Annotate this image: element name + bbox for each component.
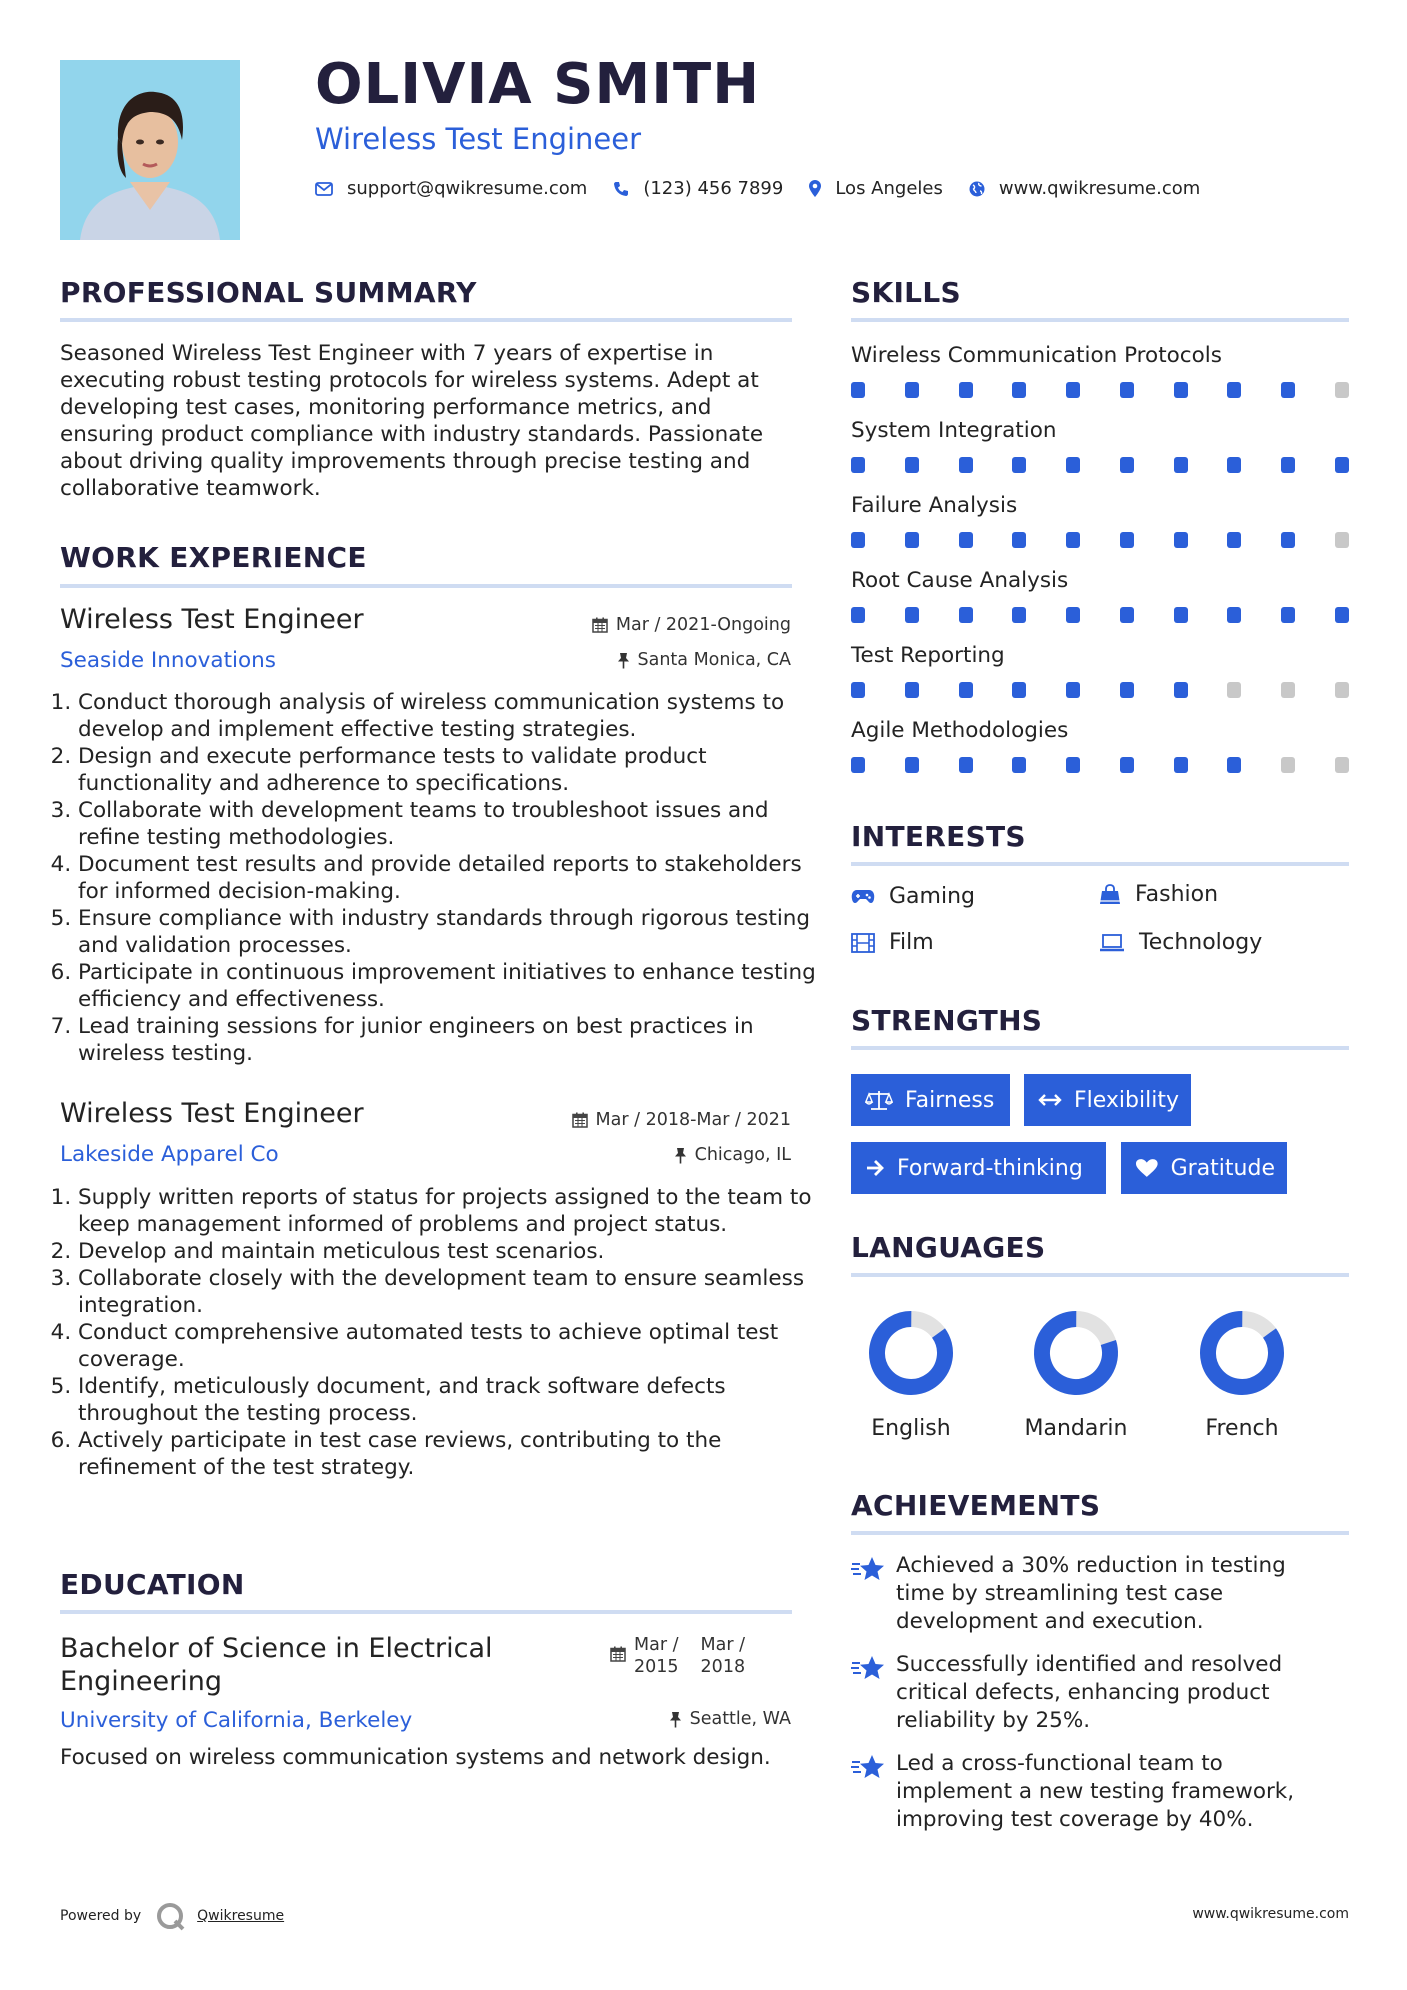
job-date-text: Mar / 2018-Mar / 2021 (595, 1110, 791, 1130)
duty-item: 4. Document test results and provide detailed reports to stakeholders for informed decision-making. (78, 851, 823, 905)
calendar-icon (572, 1112, 588, 1128)
interests-divider (851, 862, 1349, 866)
language-name: French (1205, 1416, 1279, 1441)
contact-bar (315, 178, 1226, 199)
powered-by-label: Powered by (60, 1908, 142, 1924)
skill-rating (851, 682, 1349, 698)
language-name: Mandarin (1024, 1416, 1128, 1441)
strength-fairness (851, 1074, 1010, 1126)
skill-rating (851, 607, 1349, 623)
strength-flexibility (1024, 1074, 1191, 1126)
arrows-horizontal-icon (1038, 1093, 1062, 1107)
skill-dot-filled (1066, 757, 1080, 773)
strength-forward-thinking (851, 1142, 1106, 1194)
qwikresume-link[interactable]: Qwikresume (197, 1908, 285, 1924)
summary-title: PROFESSIONAL SUMMARY (60, 276, 477, 309)
skill-dot-filled (1066, 532, 1080, 548)
achievement-text: Achieved a 30% reduction in testing time by streamlining test case development and execution. (896, 1553, 1286, 1634)
education-location-text: Seattle, WA (689, 1709, 791, 1729)
skill-dot-filled (959, 607, 973, 623)
strength-label: Gratitude (1170, 1155, 1275, 1181)
contact-website[interactable] (969, 178, 1200, 199)
duty-item: 6. Actively participate in test case reviews, contributing to the refinement of the test strategy. (78, 1427, 823, 1481)
duty-item: 4. Conduct comprehensive automated tests to achieve optimal test coverage. (78, 1319, 823, 1373)
skill-dot-filled (1174, 757, 1188, 773)
star-icon (851, 1556, 885, 1584)
interest-fashion (1099, 882, 1218, 907)
duty-item: 2. Design and execute performance tests to validate product functionality and adherence to specifications. (78, 743, 823, 797)
skill-dot-filled (905, 607, 919, 623)
star-icon (851, 1655, 885, 1683)
skill-dot-filled (1227, 757, 1241, 773)
duty-item: 3. Collaborate with development teams to troubleshoot issues and refine testing methodologies. (78, 797, 823, 851)
job-title: Wireless Test Engineer (60, 1098, 364, 1129)
skill-dot-empty (1281, 682, 1295, 698)
duty-item: 2. Develop and maintain meticulous test scenarios. (78, 1238, 823, 1265)
skill-dot-filled (905, 682, 919, 698)
job-duties-list (52, 1184, 823, 1481)
skill-dot-filled (1227, 532, 1241, 548)
skill-dot-filled (1012, 382, 1026, 398)
skill-dot-empty (1335, 757, 1349, 773)
skill-dot-filled (851, 682, 865, 698)
shopping-bag-icon (1099, 884, 1121, 906)
skill-dot-filled (1012, 607, 1026, 623)
skill-dot-filled (851, 607, 865, 623)
education-start-year: 2015 (634, 1657, 679, 1677)
education-school: University of California, Berkeley (60, 1708, 413, 1733)
skill-dot-empty (1281, 757, 1295, 773)
job-date-text: Mar / 2021-Ongoing (615, 615, 791, 635)
skill-dot-filled (851, 757, 865, 773)
skill-dot-filled (1174, 457, 1188, 473)
skill-dot-filled (1066, 682, 1080, 698)
language-ring-mandarin (1031, 1308, 1121, 1398)
language-ring-french (1197, 1308, 1287, 1398)
strength-label: Fairness (905, 1087, 995, 1113)
skill-dot-empty (1335, 532, 1349, 548)
job-location-text: Santa Monica, CA (637, 650, 791, 670)
achievements-divider (851, 1531, 1349, 1535)
duty-item: 3. Collaborate closely with the development team to ensure seamless integration. (78, 1265, 823, 1319)
skill-dot-filled (905, 382, 919, 398)
contact-phone-text: (123) 456 7899 (643, 178, 784, 199)
language-ring-fill (866, 1308, 956, 1398)
skill-dot-filled (1174, 682, 1188, 698)
skill-dot-filled (1120, 457, 1134, 473)
education-end-month: Mar / (700, 1635, 746, 1655)
contact-email[interactable] (315, 178, 587, 199)
map-marker-icon (809, 180, 821, 197)
skill-dot-filled (1012, 682, 1026, 698)
education-end-year: 2018 (700, 1657, 746, 1677)
thumbtack-icon (617, 652, 630, 669)
strengths-title: STRENGTHS (851, 1004, 1043, 1037)
skill-dot-filled (959, 532, 973, 548)
job-title: Wireless Test Engineer (60, 604, 364, 635)
skill-dot-filled (1281, 532, 1295, 548)
interest-technology (1099, 930, 1262, 955)
strength-label: Forward-thinking (897, 1155, 1083, 1181)
skills-divider (851, 318, 1349, 322)
thumbtack-icon (669, 1711, 682, 1728)
skill-dot-filled (1174, 382, 1188, 398)
duty-item: 1. Supply written reports of status for projects assigned to the team to keep management informed of problems and project status. (78, 1184, 823, 1238)
duty-item: 6. Participate in continuous improvement initiatives to enhance testing efficiency and effectiveness. (78, 959, 823, 1013)
job-date (592, 615, 791, 635)
skill-dot-filled (959, 682, 973, 698)
interest-film (851, 930, 934, 955)
duty-item: 7. Lead training sessions for junior engineers on best practices in wireless testing. (78, 1013, 823, 1067)
skill-dot-filled (1120, 757, 1134, 773)
skill-dot-filled (851, 382, 865, 398)
profile-photo (60, 60, 240, 240)
education-date (610, 1634, 767, 1678)
education-title: EDUCATION (60, 1568, 245, 1601)
skill-dot-filled (1066, 457, 1080, 473)
footer-website[interactable]: www.qwikresume.com (1192, 1906, 1349, 1922)
envelope-icon (315, 182, 333, 196)
job-date (572, 1110, 791, 1130)
footer-powered-by (60, 1901, 284, 1931)
contact-email-text: support@qwikresume.com (347, 178, 588, 199)
skill-dot-filled (1335, 457, 1349, 473)
summary-text: Seasoned Wireless Test Engineer with 7 years of expertise in executing robust testing protocols for wireless systems. Adept at developing test cases, monitoring performance metrics, and ensuring product compliance with industry standards. Passionate about driving quality improvements through precise testing and collaborative teamwork. (60, 341, 764, 501)
skill-dot-filled (1281, 382, 1295, 398)
languages-divider (851, 1273, 1349, 1277)
education-degree: Bachelor of Science in Electrical Engineering (60, 1633, 493, 1697)
laptop-icon (1099, 934, 1125, 952)
skill-dot-filled (1174, 532, 1188, 548)
interests-title: INTERESTS (851, 820, 1026, 853)
job-location (674, 1145, 791, 1165)
skill-dot-filled (851, 457, 865, 473)
education-start-month: Mar / (634, 1635, 679, 1655)
duty-item: 1. Conduct thorough analysis of wireless communication systems to develop and implement effective testing strategies. (78, 689, 823, 743)
skill-name: System Integration (851, 418, 1057, 443)
skill-dot-empty (1227, 682, 1241, 698)
skills-title: SKILLS (851, 276, 961, 309)
skill-dot-filled (1120, 382, 1134, 398)
job-location-text: Chicago, IL (694, 1145, 791, 1165)
experience-title: WORK EXPERIENCE (60, 541, 367, 574)
skill-name: Failure Analysis (851, 493, 1018, 518)
skill-dot-filled (1120, 607, 1134, 623)
job-location (617, 650, 792, 670)
film-icon (851, 933, 875, 953)
qwikresume-logo-icon (155, 1901, 189, 1931)
star-icon (851, 1754, 885, 1782)
skill-dot-filled (1227, 382, 1241, 398)
achievement-text: Successfully identified and resolved critical defects, enhancing product reliability by 25%. (896, 1652, 1283, 1733)
skill-dot-filled (959, 457, 973, 473)
skill-dot-filled (1227, 607, 1241, 623)
interest-label: Film (889, 930, 934, 955)
skill-name: Root Cause Analysis (851, 568, 1069, 593)
achievement-text: Led a cross-functional team to implement a new testing framework, improving test coverage by 40%. (896, 1751, 1295, 1832)
heart-icon (1135, 1158, 1159, 1178)
skill-dot-filled (851, 532, 865, 548)
job-company: Lakeside Apparel Co (60, 1142, 279, 1167)
skill-name: Agile Methodologies (851, 718, 1069, 743)
language-name: English (871, 1416, 951, 1441)
education-description: Focused on wireless communication systems and network design. (60, 1745, 771, 1770)
skill-dot-filled (905, 532, 919, 548)
skill-dot-filled (1281, 457, 1295, 473)
skill-name: Wireless Communication Protocols (851, 343, 1222, 368)
skill-dot-filled (1066, 382, 1080, 398)
skill-dot-filled (1120, 532, 1134, 548)
skill-dot-empty (1335, 382, 1349, 398)
skill-rating (851, 757, 1349, 773)
job-company: Seaside Innovations (60, 648, 276, 673)
skill-dot-filled (1120, 682, 1134, 698)
candidate-name: OLIVIA SMITH (315, 52, 761, 117)
skill-dot-filled (905, 457, 919, 473)
arrow-right-icon (865, 1159, 885, 1177)
skill-dot-filled (1012, 532, 1026, 548)
education-end (701, 1634, 746, 1678)
strength-gratitude (1121, 1142, 1287, 1194)
duty-item: 5. Identify, meticulously document, and track software defects throughout the testing process. (78, 1373, 823, 1427)
education-start (634, 1634, 679, 1678)
skill-dot-filled (1335, 607, 1349, 623)
contact-location-text: Los Angeles (835, 178, 943, 199)
job-duties-list (52, 689, 823, 1067)
skill-name: Test Reporting (851, 643, 1005, 668)
thumbtack-icon (674, 1147, 687, 1164)
language-ring-english (866, 1308, 956, 1398)
education-divider (60, 1610, 792, 1614)
phone-icon (613, 181, 629, 197)
languages-title: LANGUAGES (851, 1231, 1046, 1264)
language-ring-fill (1033, 1310, 1119, 1396)
balance-scale-icon (865, 1089, 893, 1111)
gamepad-icon (851, 889, 875, 905)
candidate-role: Wireless Test Engineer (315, 122, 642, 156)
language-ring-fill (1197, 1308, 1287, 1398)
globe-icon (969, 181, 985, 197)
skill-dot-filled (1174, 607, 1188, 623)
contact-location (809, 178, 943, 199)
interest-gaming (851, 884, 975, 909)
skill-rating (851, 457, 1349, 473)
duty-item: 5. Ensure compliance with industry standards through rigorous testing and validation processes. (78, 905, 823, 959)
skill-dot-filled (1066, 607, 1080, 623)
interest-label: Technology (1139, 930, 1263, 955)
achievements-title: ACHIEVEMENTS (851, 1489, 1101, 1522)
skill-rating (851, 382, 1349, 398)
skill-rating (851, 532, 1349, 548)
contact-website-text: www.qwikresume.com (998, 178, 1201, 199)
summary-divider (60, 318, 792, 322)
interest-label: Fashion (1135, 882, 1219, 907)
strengths-divider (851, 1046, 1349, 1050)
calendar-icon (610, 1646, 626, 1662)
interest-label: Gaming (889, 884, 975, 909)
skill-dot-filled (959, 382, 973, 398)
skill-dot-filled (905, 757, 919, 773)
calendar-icon (592, 617, 608, 633)
skill-dot-filled (1012, 457, 1026, 473)
skill-dot-filled (1012, 757, 1026, 773)
skill-dot-empty (1335, 682, 1349, 698)
skill-dot-filled (1227, 457, 1241, 473)
strength-label: Flexibility (1074, 1087, 1179, 1113)
skill-dot-filled (1281, 607, 1295, 623)
experience-divider (60, 584, 792, 588)
skill-dot-filled (959, 757, 973, 773)
education-location (669, 1709, 791, 1729)
contact-phone[interactable] (613, 178, 783, 199)
